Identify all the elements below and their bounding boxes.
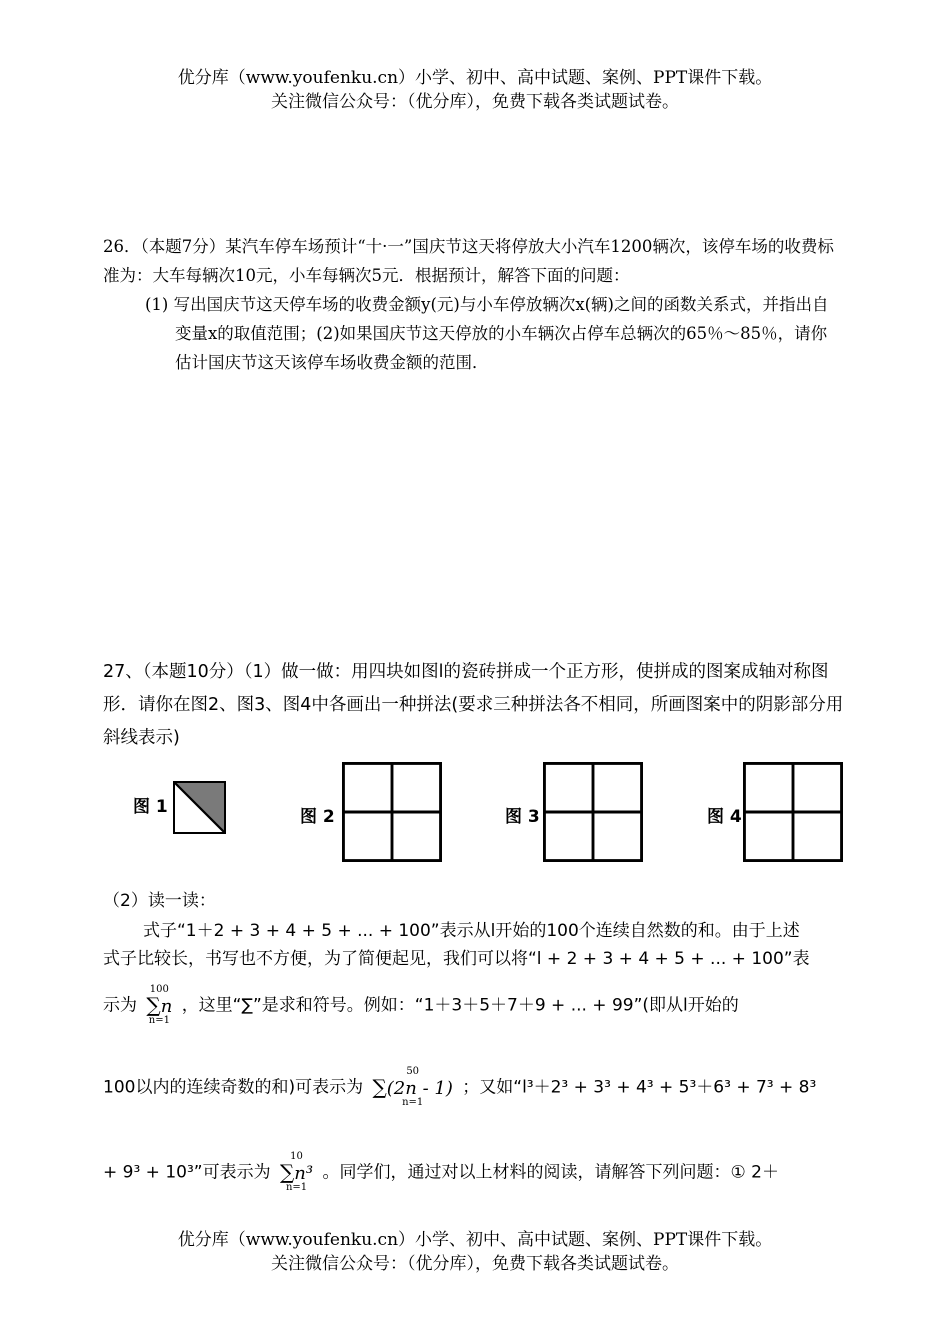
sum3-term: n³	[294, 1163, 314, 1184]
footer-banner	[0, 1228, 950, 1276]
part2-line5	[103, 1152, 848, 1193]
part2-line2: 式子比较长，书写也不方便，为了简便起见，我们可以将“l + 2 + 3 + 4 + 5 + ... + 100”表	[103, 949, 810, 969]
sigma-icon: ∑	[146, 993, 161, 1017]
sigma-icon: ∑	[372, 1075, 387, 1099]
sum2-term: (2n - 1)	[386, 1078, 453, 1099]
figure-3-grid[interactable]	[543, 762, 643, 862]
figure-1-label: 图 1	[133, 797, 168, 817]
footer-banner-line1: 优分库（www.youfenku.cn）小学、初中、高中试题、案例、PPT课件下载。	[177, 1230, 773, 1250]
figure-4-label: 图 4	[707, 807, 742, 827]
question-26-subparts: (1) 写出国庆节这天停车场的收费金额y(元)与小车停放辆次x(辆)之间的函数关系式，并指出自变量x的取值范围；(2)如果国庆节这天停放的小车辆次占停车总辆次的65％～85％，请你估计国庆节这天该停车场收费金额的范围．	[145, 295, 829, 372]
question-26-stem: 26．（本题7分）某汽车停车场预计“十·一”国庆节这天将停放大小汽车1200辆次，该停车场的收费标准为：大车每辆次10元，小车每辆次5元．根据预计，解答下面的问题：	[103, 237, 834, 285]
question-27-stem: 27、（本题10分）（1）做一做：用四块如图l的瓷砖拼成一个正方形，使拼成的图案成轴对称图形．请你在图2、图3、图4中各画出一种拼法(要求三种拼法各不相同，所画图案中的阴影部分用斜线表示)	[103, 662, 844, 748]
part2-line3	[103, 985, 848, 1026]
sum3-upper: 10	[290, 1151, 303, 1162]
sum3-lower: n=1	[285, 1182, 308, 1193]
part2-line3-prefix: 示为	[103, 995, 137, 1016]
part2-line4-prefix: 100以内的连续奇数的和)可表示为	[103, 1077, 364, 1098]
header-banner-line2: 关注微信公众号：（优分库），免费下载各类试题试卷。	[271, 92, 679, 112]
footer-banner-line2: 关注微信公众号：（优分库），免费下载各类试题试卷。	[271, 1254, 679, 1274]
sum-expression-3	[280, 1152, 313, 1193]
sum2-upper: 50	[406, 1066, 420, 1077]
sum-expression-2	[373, 1067, 453, 1108]
sum-expression-1	[146, 985, 172, 1026]
sum1-upper: 100	[149, 984, 169, 995]
sum1-term: n	[160, 996, 173, 1017]
part2-title: （2）读一读：	[103, 891, 216, 911]
part2-line4	[103, 1067, 848, 1108]
sigma-icon: ∑	[280, 1160, 295, 1184]
sum1-lower: n=1	[148, 1015, 170, 1026]
figure-2-label: 图 2	[300, 807, 335, 827]
part2-line5-prefix: + 9³ + 10³”可表示为	[103, 1162, 271, 1183]
sum2-lower: n=1	[402, 1097, 424, 1108]
part2-line1: 式子“1＋2 + 3 + 4 + 5 + ... + 100”表示从l开始的100个连续自然数的和。由于上述	[143, 921, 800, 941]
header-banner-line1: 优分库（www.youfenku.cn）小学、初中、高中试题、案例、PPT课件下载。	[177, 68, 773, 88]
figure-3-label: 图 3	[505, 807, 540, 827]
question-26	[103, 232, 843, 377]
part2-line3-suffix: ，这里“∑”是求和符号。例如：“1＋3＋5＋7＋9 + ... + 99”(即从l开始的	[181, 995, 739, 1016]
figure-4-grid[interactable]	[743, 762, 843, 862]
figure-2-grid[interactable]	[342, 762, 442, 862]
part2-line5-suffix: 。同学们，通过对以上材料的阅读，请解答下列问题：① 2＋	[322, 1162, 779, 1183]
figure-1-tile	[173, 781, 226, 834]
part2-line4-suffix: ；又如“l³＋2³ + 3³ + 4³ + 5³＋6³ + 7³ + 8³	[462, 1077, 817, 1098]
header-banner	[0, 66, 950, 114]
